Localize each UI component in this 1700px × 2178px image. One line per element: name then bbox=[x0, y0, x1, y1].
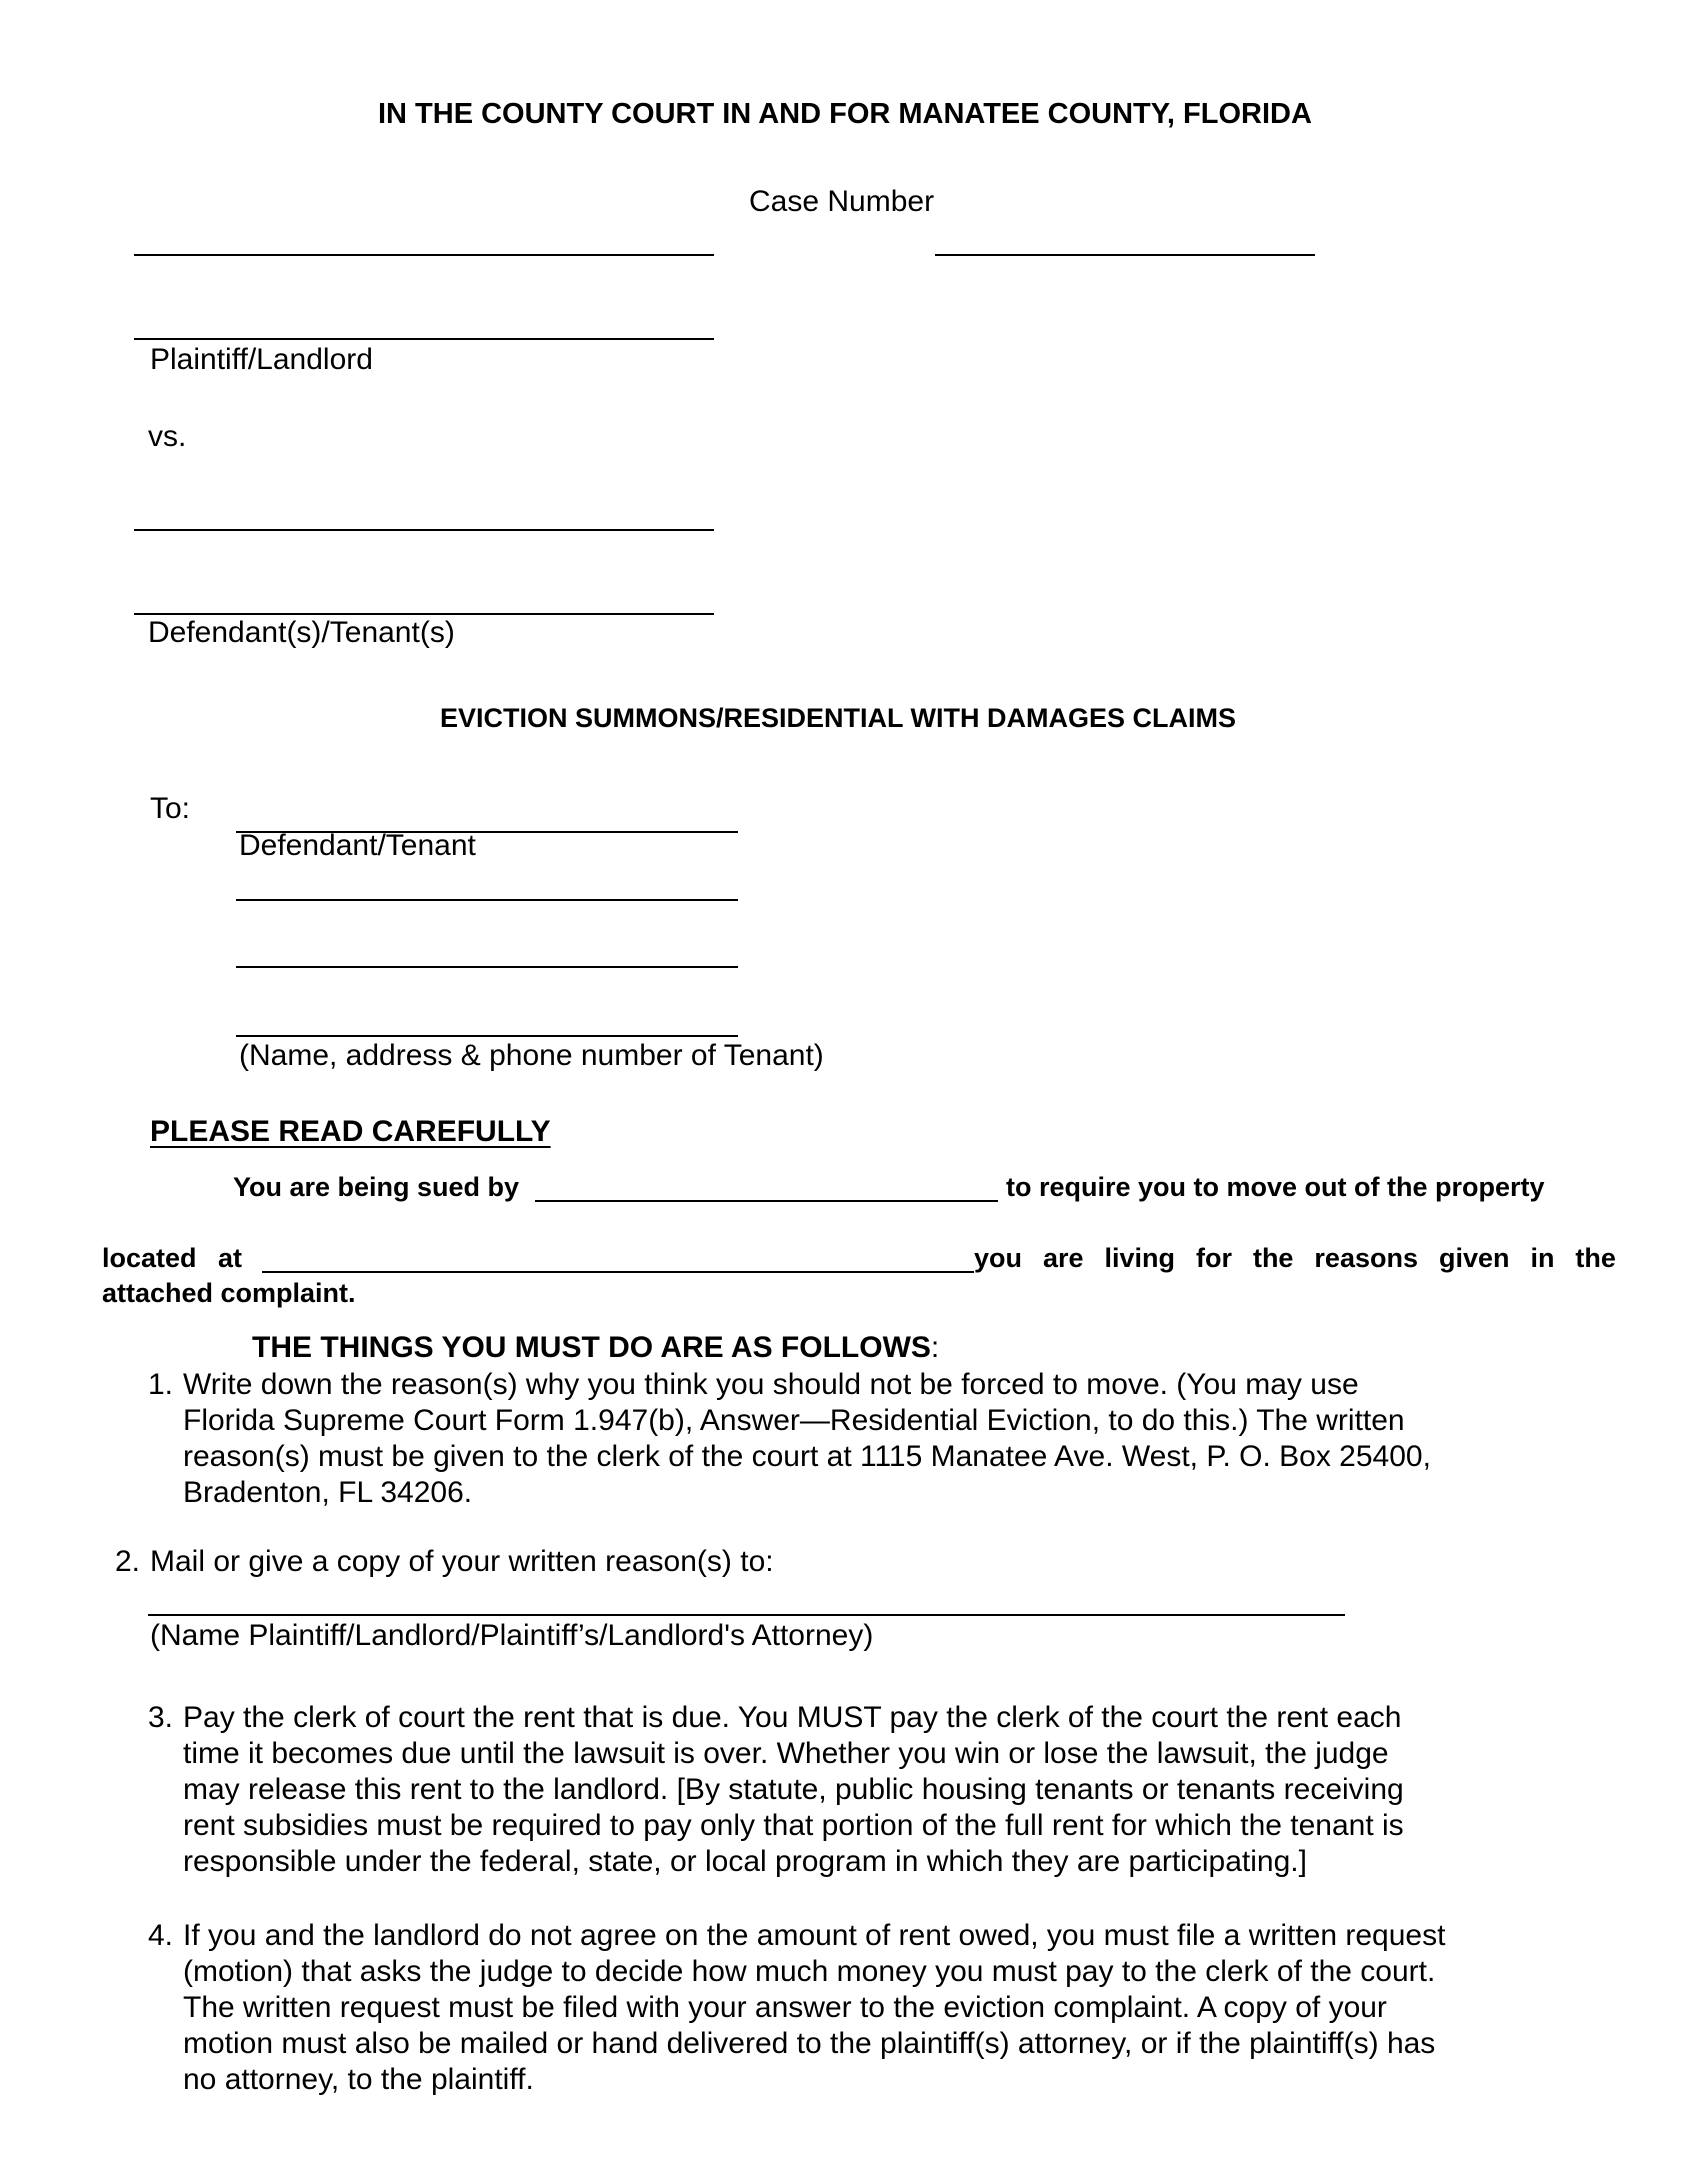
item-1-number: 1. bbox=[148, 1368, 174, 1401]
plaintiff-label: Plaintiff/Landlord bbox=[150, 343, 373, 376]
item-1-text bbox=[183, 1367, 1431, 1511]
item-3-line: may release this rent to the landlord. [By statute, public housing tenants or tenants receiving bbox=[183, 1773, 1404, 1806]
sued-by-prefix: You are being sued by bbox=[233, 1172, 520, 1202]
item-3-text bbox=[183, 1700, 1404, 1880]
sued-by-suffix: to require you to move out of the property bbox=[1006, 1172, 1545, 1202]
item-3-line: rent subsidies must be required to pay only that portion of the full rent for which the tenant is bbox=[183, 1809, 1404, 1842]
item-1-line: reason(s) must be given to the clerk of the court at 1115 Manatee Ave. West, P. O. Box 25400, bbox=[183, 1440, 1431, 1473]
item-3-line: responsible under the federal, state, or local program in which they are participating.] bbox=[183, 1845, 1307, 1878]
instructions-heading-text: THE THINGS YOU MUST DO ARE AS FOLLOWS bbox=[252, 1331, 931, 1364]
defendant-label: Defendant(s)/Tenant(s) bbox=[148, 616, 455, 649]
item-2-number: 2. bbox=[115, 1545, 141, 1578]
court-title: IN THE COUNTY COURT IN AND FOR MANATEE COUNTY, FLORIDA bbox=[378, 98, 1312, 130]
living-word: the bbox=[1252, 1243, 1294, 1273]
at-word: at bbox=[218, 1243, 243, 1273]
item-3-line: time it becomes due until the lawsuit is over. Whether you win or lose the lawsuit, the judge bbox=[183, 1737, 1389, 1770]
case-number-label: Case Number bbox=[749, 185, 935, 218]
instructions-heading-colon: : bbox=[930, 1331, 940, 1364]
item-3-line: Pay the clerk of court the rent that is due. You MUST pay the clerk of the court the rent each bbox=[183, 1701, 1402, 1734]
living-word: for bbox=[1195, 1243, 1232, 1273]
attorney-name-line[interactable] bbox=[148, 1614, 1345, 1616]
attached-complaint: attached complaint. bbox=[102, 1278, 356, 1308]
attorney-line-label: (Name Plaintiff/Landlord/Plaintiff’s/Landlord's Attorney) bbox=[150, 1619, 874, 1652]
item-4-number: 4. bbox=[148, 1919, 174, 1952]
item-4-line: no attorney, to the plaintiff. bbox=[183, 2063, 534, 2096]
living-word: are bbox=[1042, 1243, 1084, 1273]
living-word: you bbox=[974, 1243, 1023, 1273]
item-4-line: motion must also be mailed or hand delivered to the plaintiff(s) attorney, or if the plaintiff(s) has bbox=[183, 2027, 1436, 2060]
tenant-label: Defendant/Tenant bbox=[239, 829, 476, 862]
defendant-name-line-1[interactable] bbox=[134, 529, 714, 531]
instructions-heading bbox=[252, 1330, 939, 1366]
item-1-line: Florida Supreme Court Form 1.947(b), Answer—Residential Eviction, to do this.) The written bbox=[183, 1404, 1405, 1437]
tenant-line-3[interactable] bbox=[236, 966, 738, 968]
tenant-line-4[interactable] bbox=[236, 1035, 738, 1037]
item-4-line: The written request must be filed with your answer to the eviction complaint. A copy of your bbox=[183, 1991, 1387, 2024]
item-4-line: If you and the landlord do not agree on the amount of rent owed, you must file a written request bbox=[183, 1919, 1446, 1952]
living-word: the bbox=[1575, 1243, 1616, 1273]
please-read-heading: PLEASE READ CAREFULLY bbox=[150, 1115, 551, 1148]
living-word: given bbox=[1438, 1243, 1510, 1273]
item-2-text: Mail or give a copy of your written reason(s) to: bbox=[150, 1545, 774, 1578]
item-4-text bbox=[183, 1918, 1445, 2098]
plaintiff-name-line-2[interactable] bbox=[134, 338, 714, 340]
to-label: To: bbox=[150, 792, 191, 825]
tenant-info-label: (Name, address & phone number of Tenant) bbox=[239, 1039, 824, 1072]
item-1-line: Write down the reason(s) why you think you should not be forced to move. (You may use bbox=[183, 1368, 1359, 1401]
living-word: living bbox=[1104, 1243, 1176, 1273]
case-number-line[interactable] bbox=[935, 254, 1315, 256]
vs-label: vs. bbox=[148, 420, 187, 453]
item-4-line: (motion) that asks the judge to decide how much money you must pay to the clerk of the court. bbox=[183, 1955, 1436, 1988]
living-word: reasons bbox=[1314, 1243, 1418, 1273]
plaintiff-name-line-1[interactable] bbox=[134, 254, 714, 256]
item-3-number: 3. bbox=[148, 1701, 174, 1734]
property-address-line[interactable] bbox=[262, 1271, 974, 1273]
living-word: in bbox=[1530, 1243, 1555, 1273]
plaintiff-blank-line[interactable] bbox=[535, 1200, 998, 1202]
document-title: EVICTION SUMMONS/RESIDENTIAL WITH DAMAGES CLAIMS bbox=[440, 703, 1237, 733]
living-reasons-text bbox=[974, 1241, 1616, 1275]
item-1-line: Bradenton, FL 34206. bbox=[183, 1476, 473, 1509]
located-word: located bbox=[102, 1243, 197, 1273]
tenant-line-2[interactable] bbox=[236, 899, 738, 901]
